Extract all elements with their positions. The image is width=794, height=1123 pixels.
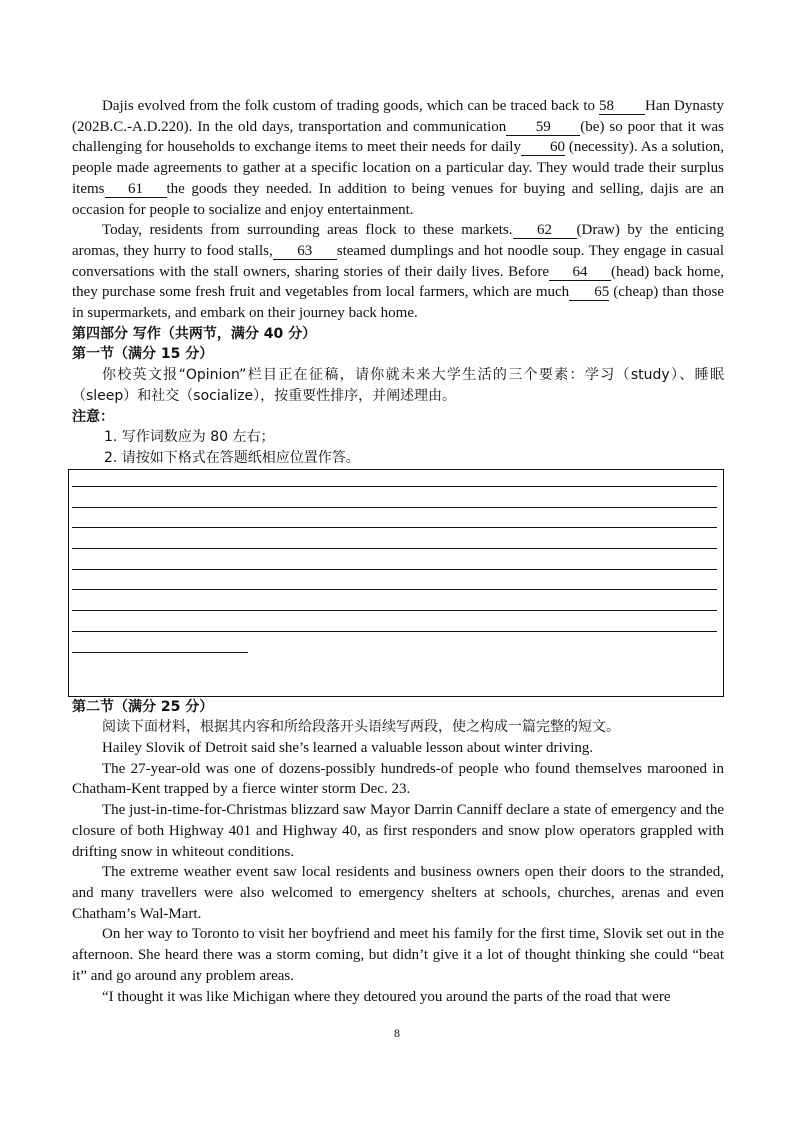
answer-line xyxy=(72,527,717,528)
section1-heading: 第一节（满分 15 分） xyxy=(72,346,214,363)
answer-box xyxy=(68,469,724,697)
page-number: 8 xyxy=(394,1026,400,1040)
blank-59: 59 xyxy=(506,119,580,136)
blank-64: 64 xyxy=(549,264,611,281)
blank-60: 60 xyxy=(521,139,565,156)
continuation-instruction: 阅读下面材料，根据其内容和所给段落开头语续写两段，使之构成一篇完整的短文。 xyxy=(102,719,620,736)
exam-page xyxy=(72,96,724,1007)
story-paragraph: On her way to Toronto to visit her boyfriend and meet his family for the first time, Slovik set out in the afternoon. She heard there was a storm coming, but didn’t give it a lot of thought thinking she could “beat it” and go around any problem areas. xyxy=(72,926,724,984)
answer-line xyxy=(72,486,717,487)
blank-58: 58 xyxy=(599,98,645,115)
answer-line-short xyxy=(72,652,248,653)
answer-line xyxy=(72,610,717,611)
blank-63: 63 xyxy=(273,243,337,260)
story-paragraph: The extreme weather event saw local residents and business owners open their doors to the stranded, and many travellers were also welcomed to emergency shelters at schools, churches, arenas and even Chatham’s Wal-Mart. xyxy=(72,864,724,922)
story-paragraph: The 27-year-old was one of dozens-possibly hundreds-of people who found themselves marooned in Chatham-Kent trapped by a fierce winter storm Dec. 23. xyxy=(72,760,724,798)
story-paragraph: “I thought it was like Michigan where they detoured you around the parts of the road that were xyxy=(102,988,671,1005)
answer-line xyxy=(72,589,717,590)
answer-line xyxy=(72,548,717,549)
blank-61: 61 xyxy=(105,181,167,198)
story-paragraph: The just-in-time-for-Christmas blizzard saw Mayor Darrin Canniff declare a state of emergency and the closure of both Highway 401 and Highway 40, as first responders and snow plow operators grappled with drifting snow in whiteout conditions. xyxy=(72,802,724,860)
answer-line xyxy=(72,631,717,632)
answer-line xyxy=(72,569,717,570)
blank-65: 65 xyxy=(569,284,609,301)
note-label: 注意： xyxy=(72,408,114,425)
note-item-2: 2. 请按如下格式在答题纸相应位置作答。 xyxy=(104,449,360,466)
passage-paragraph-1: Dajis evolved from the folk custom of trading goods, which can be traced back to 58 Han Dynasty (202B.C.-A.D.220). In the old days, transportation and communication 59 (be) so poor that it was challenging for households to exchange items to meet their needs for daily 60 (necessity). As a solution, people made agreements to gather at a specific location on a particular day. They would trade their surplus items 61 the goods they needed. In addition to being venues for buying and selling, dajis are an occasion for people to socialize and enjoy entertainment. xyxy=(72,98,724,218)
answer-line xyxy=(72,507,717,508)
passage-paragraph-2: Today, residents from surrounding areas flock to these markets. 62 (Draw) by the enticing aromas, they hurry to food stalls, 63 steamed dumplings and hot noodle soup. They engage in casual conversations with the stall owners, sharing stories of their daily lives. Before 64 (head) back home, they purchase some fresh fruit and vegetables from local farmers, which are much 65 (cheap) than those in supermarkets, and embark on their journey back home. xyxy=(72,222,725,322)
note-item-1: 1. 写作词数应为 80 左右； xyxy=(104,429,275,446)
section2-heading: 第二节（满分 25 分） xyxy=(72,698,214,715)
blank-62: 62 xyxy=(513,222,577,239)
part4-heading: 第四部分 写作（共两节，满分 40 分） xyxy=(72,325,317,342)
story-paragraph: Hailey Slovik of Detroit said she’s learned a valuable lesson about winter driving. xyxy=(102,740,594,757)
writing-prompt: 你校英文报“Opinion”栏目正在征稿，请你就未来大学生活的三个要素：学习（study）、睡眠（sleep）和社交（socialize），按重要性排序，并阐述理由。 xyxy=(72,367,724,404)
